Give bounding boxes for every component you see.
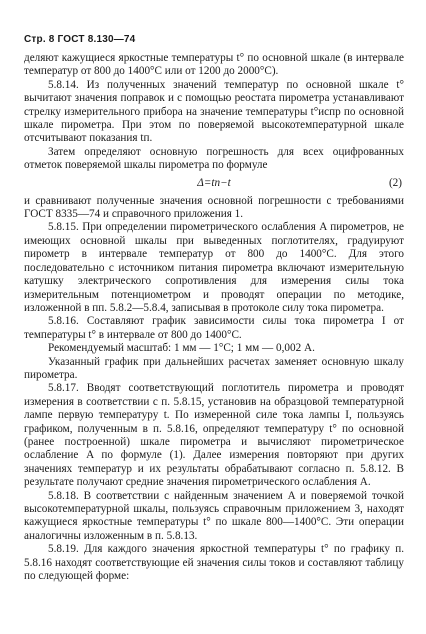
page-header: Стр. 8 ГОСТ 8.130—74 <box>24 34 136 45</box>
paragraph-continuation: деляют кажущиеся яркостные температуры t° по основной шкале (в интервале температур от 800 до 1400°С или от 1200 до 2000°С). <box>24 52 404 78</box>
paragraph-5-8-14: 5.8.14. Из полученных значений температур по основной шкале t° вычитают значения поправок и с помощью реостата пирометра устанавливают стрелку измерительного прибора на значение температуры t°испр по основной шкале пирометра. При этом по поверяемой высокотемпературной шкале отсчитывают показания tп. <box>24 78 404 145</box>
formula-expression: Δ=tп−t <box>197 176 231 189</box>
paragraph-5-8-15: 5.8.15. При определении пирометрического ослабления A пирометров, не имеющих основной шкалы при выведенных поглотителях, градуируют пирометр в интервале температур от 800 до 1400°С. Для этого последовательно с источником питания пирометра включают измерительную катушку электрического сопротивления для измерения силы тока измерительным потенциометром и проводят операции по методике, изложенной в пп. 5.8.2—5.8.4, записывая в протоколе силу тока пирометра. <box>24 221 404 314</box>
paragraph-compare: и сравнивают полученные значения основной погрешности с требованиями ГОСТ 8335—74 и справочного приложения 1. <box>24 194 404 221</box>
paragraph-error-intro: Затем определяют основную погрешность для всех оцифрованных отметок поверяемой шкалы пирометра по формуле <box>24 145 404 172</box>
paragraph-5-8-16: 5.8.16. Составляют график зависимости силы тока пирометра I от температуры t° в интервале от 800 до 1400°С. <box>24 315 404 341</box>
formula-number: (2) <box>388 176 402 189</box>
paragraph-5-8-17: 5.8.17. Вводят соответствующий поглотитель пирометра и проводят измерения в соответствии с п. 5.8.15, установив на образцовой температурной лампе первую температуру t. По измеренной силе тока лампы I, пользуясь графиком, полученным в п. 5.8.16, определяют температуру t° по основной (ранее построенной) шкале пирометра и вычисляют пирометрическое ослабление A по формуле (1). Далее измерения повторяют при других значениях температур и их результаты обрабатывают согласно п. 5.8.12. В результате получают средние значения пирометрического ослабления A. <box>24 382 404 489</box>
paragraph-5-8-19: 5.8.19. Для каждого значения яркостной температуры t° по графику п. 5.8.16 находят соответствующие ей значения силы токов и составляют таблицу по следующей форме: <box>24 543 404 583</box>
paragraph-graph-note: Указанный график при дальнейших расчетах заменяет основную шкалу пирометра. <box>24 355 404 381</box>
paragraph-scale: Рекомендуемый масштаб: 1 мм — 1°С; 1 мм — 0,002 А. <box>48 342 315 355</box>
formula-2 <box>24 175 404 193</box>
paragraph-5-8-18: 5.8.18. В соответствии с найденным значением A и поверяемой точкой высокотемпературной шкалы, пользуясь справочным приложением 3, находят кажущиеся яркостные температуры t° по шкале 800—1400°С. Эти операции аналогичны изложенным в п. 5.8.13. <box>24 489 404 542</box>
document-body <box>24 52 404 583</box>
